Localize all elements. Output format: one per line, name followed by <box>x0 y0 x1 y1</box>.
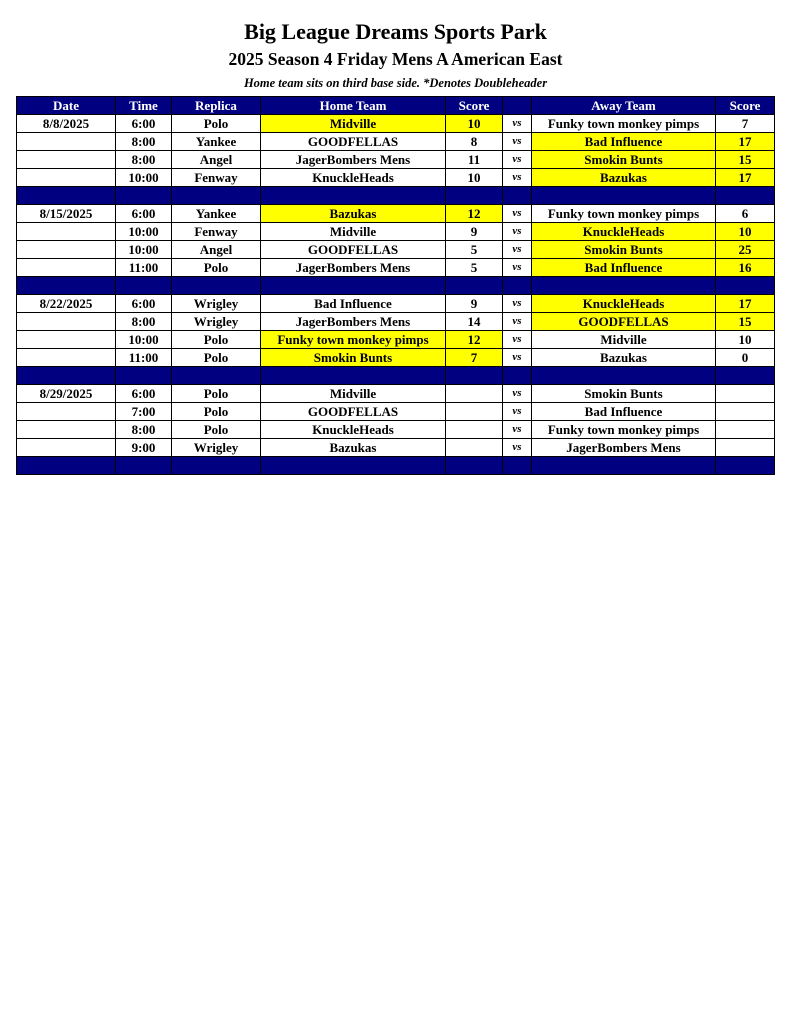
separator-cell <box>261 457 446 475</box>
away-team: Smokin Bunts <box>532 385 716 403</box>
game-time: 6:00 <box>116 385 172 403</box>
game-time: 8:00 <box>116 421 172 439</box>
game-date <box>17 403 116 421</box>
home-team: Smokin Bunts <box>261 349 446 367</box>
away-score: 0 <box>716 349 775 367</box>
game-date <box>17 349 116 367</box>
game-row <box>17 169 775 187</box>
game-row <box>17 385 775 403</box>
home-team: KnuckleHeads <box>261 169 446 187</box>
away-score <box>716 439 775 457</box>
home-team: Midville <box>261 115 446 133</box>
home-team: JagerBombers Mens <box>261 313 446 331</box>
home-team: GOODFELLAS <box>261 133 446 151</box>
game-replica: Polo <box>172 385 261 403</box>
game-time: 8:00 <box>116 151 172 169</box>
away-team: Bazukas <box>532 169 716 187</box>
away-team: Bazukas <box>532 349 716 367</box>
home-team: Midville <box>261 223 446 241</box>
away-team: Bad Influence <box>532 403 716 421</box>
game-date <box>17 133 116 151</box>
vs-label: vs <box>503 295 532 313</box>
game-time: 6:00 <box>116 295 172 313</box>
game-replica: Fenway <box>172 169 261 187</box>
away-team: Bad Influence <box>532 133 716 151</box>
column-header-home-team: Home Team <box>261 97 446 115</box>
game-date <box>17 169 116 187</box>
away-score: 6 <box>716 205 775 223</box>
away-team: JagerBombers Mens <box>532 439 716 457</box>
schedule-body <box>17 115 775 475</box>
game-date: 8/15/2025 <box>17 205 116 223</box>
column-header-home-score: Score <box>446 97 503 115</box>
game-replica: Yankee <box>172 205 261 223</box>
away-score <box>716 403 775 421</box>
away-team: Midville <box>532 331 716 349</box>
home-score: 11 <box>446 151 503 169</box>
vs-label: vs <box>503 241 532 259</box>
separator-cell <box>532 187 716 205</box>
game-replica: Fenway <box>172 223 261 241</box>
game-date <box>17 439 116 457</box>
separator-cell <box>172 187 261 205</box>
home-team: Bazukas <box>261 205 446 223</box>
home-score: 8 <box>446 133 503 151</box>
home-score: 5 <box>446 241 503 259</box>
game-row <box>17 331 775 349</box>
vs-label: vs <box>503 385 532 403</box>
vs-label: vs <box>503 223 532 241</box>
week-separator-row <box>17 277 775 295</box>
away-score: 17 <box>716 295 775 313</box>
header-row <box>17 97 775 115</box>
game-replica: Wrigley <box>172 295 261 313</box>
week-separator-row <box>17 457 775 475</box>
away-team: GOODFELLAS <box>532 313 716 331</box>
home-score <box>446 403 503 421</box>
game-date <box>17 151 116 169</box>
away-team: Bad Influence <box>532 259 716 277</box>
game-replica: Polo <box>172 349 261 367</box>
separator-cell <box>503 277 532 295</box>
away-score: 7 <box>716 115 775 133</box>
away-team: Funky town monkey pimps <box>532 421 716 439</box>
separator-cell <box>446 457 503 475</box>
game-time: 10:00 <box>116 169 172 187</box>
separator-cell <box>17 457 116 475</box>
separator-cell <box>172 277 261 295</box>
column-header-away-score: Score <box>716 97 775 115</box>
away-score: 15 <box>716 313 775 331</box>
home-score: 12 <box>446 331 503 349</box>
game-date: 8/29/2025 <box>17 385 116 403</box>
separator-cell <box>716 187 775 205</box>
separator-cell <box>116 367 172 385</box>
week-separator-row <box>17 367 775 385</box>
separator-cell <box>261 277 446 295</box>
home-team: JagerBombers Mens <box>261 151 446 169</box>
home-score: 7 <box>446 349 503 367</box>
vs-label: vs <box>503 403 532 421</box>
game-row <box>17 241 775 259</box>
away-score: 17 <box>716 133 775 151</box>
home-team-note: Home team sits on third base side. *Denotes Doubleheader <box>243 76 548 90</box>
separator-cell <box>261 187 446 205</box>
game-replica: Polo <box>172 115 261 133</box>
separator-cell <box>503 367 532 385</box>
game-row <box>17 313 775 331</box>
game-replica: Yankee <box>172 133 261 151</box>
vs-label: vs <box>503 313 532 331</box>
week-separator-row <box>17 187 775 205</box>
away-score <box>716 385 775 403</box>
home-score: 9 <box>446 295 503 313</box>
game-row <box>17 223 775 241</box>
game-time: 8:00 <box>116 133 172 151</box>
game-row <box>17 295 775 313</box>
game-replica: Angel <box>172 151 261 169</box>
separator-cell <box>116 457 172 475</box>
away-score: 25 <box>716 241 775 259</box>
game-row <box>17 115 775 133</box>
separator-cell <box>446 187 503 205</box>
game-row <box>17 439 775 457</box>
vs-label: vs <box>503 439 532 457</box>
game-row <box>17 133 775 151</box>
away-score: 15 <box>716 151 775 169</box>
separator-cell <box>716 367 775 385</box>
home-team: Bazukas <box>261 439 446 457</box>
column-header-replica: Replica <box>172 97 261 115</box>
game-date <box>17 313 116 331</box>
home-score: 9 <box>446 223 503 241</box>
game-replica: Polo <box>172 259 261 277</box>
column-header-vs <box>503 97 532 115</box>
away-team: KnuckleHeads <box>532 223 716 241</box>
home-score: 14 <box>446 313 503 331</box>
away-score <box>716 421 775 439</box>
game-time: 7:00 <box>116 403 172 421</box>
page-title: Big League Dreams Sports Park <box>244 19 547 44</box>
separator-cell <box>446 277 503 295</box>
separator-cell <box>172 367 261 385</box>
game-replica: Wrigley <box>172 439 261 457</box>
game-row <box>17 151 775 169</box>
away-score: 16 <box>716 259 775 277</box>
game-time: 9:00 <box>116 439 172 457</box>
home-score: 12 <box>446 205 503 223</box>
separator-cell <box>17 367 116 385</box>
separator-cell <box>532 457 716 475</box>
separator-cell <box>716 457 775 475</box>
separator-cell <box>116 277 172 295</box>
home-team: JagerBombers Mens <box>261 259 446 277</box>
column-header-date: Date <box>17 97 116 115</box>
vs-label: vs <box>503 331 532 349</box>
home-team: GOODFELLAS <box>261 241 446 259</box>
home-team: KnuckleHeads <box>261 421 446 439</box>
game-date <box>17 223 116 241</box>
vs-label: vs <box>503 205 532 223</box>
home-team: Midville <box>261 385 446 403</box>
away-team: Funky town monkey pimps <box>532 205 716 223</box>
game-time: 6:00 <box>116 205 172 223</box>
column-header-time: Time <box>116 97 172 115</box>
away-score: 10 <box>716 331 775 349</box>
away-score: 10 <box>716 223 775 241</box>
home-team: GOODFELLAS <box>261 403 446 421</box>
separator-cell <box>172 457 261 475</box>
page-subtitle: 2025 Season 4 Friday Mens A American East <box>228 49 563 69</box>
game-date <box>17 331 116 349</box>
game-replica: Polo <box>172 331 261 349</box>
game-date: 8/8/2025 <box>17 115 116 133</box>
home-team: Funky town monkey pimps <box>261 331 446 349</box>
game-time: 8:00 <box>116 313 172 331</box>
game-replica: Angel <box>172 241 261 259</box>
game-row <box>17 205 775 223</box>
home-score <box>446 421 503 439</box>
separator-cell <box>17 187 116 205</box>
vs-label: vs <box>503 169 532 187</box>
away-team: Smokin Bunts <box>532 241 716 259</box>
home-score: 5 <box>446 259 503 277</box>
separator-cell <box>446 367 503 385</box>
vs-label: vs <box>503 151 532 169</box>
vs-label: vs <box>503 421 532 439</box>
game-date: 8/22/2025 <box>17 295 116 313</box>
separator-cell <box>17 277 116 295</box>
game-row <box>17 349 775 367</box>
schedule-table <box>16 96 775 475</box>
separator-cell <box>532 367 716 385</box>
game-replica: Wrigley <box>172 313 261 331</box>
vs-label: vs <box>503 133 532 151</box>
game-time: 10:00 <box>116 241 172 259</box>
game-row <box>17 403 775 421</box>
column-header-away-team: Away Team <box>532 97 716 115</box>
home-score: 10 <box>446 169 503 187</box>
game-row <box>17 421 775 439</box>
game-time: 10:00 <box>116 331 172 349</box>
away-team: KnuckleHeads <box>532 295 716 313</box>
game-date <box>17 259 116 277</box>
home-score <box>446 385 503 403</box>
home-score: 10 <box>446 115 503 133</box>
separator-cell <box>532 277 716 295</box>
vs-label: vs <box>503 259 532 277</box>
vs-label: vs <box>503 115 532 133</box>
game-date <box>17 421 116 439</box>
game-time: 11:00 <box>116 349 172 367</box>
away-team: Smokin Bunts <box>532 151 716 169</box>
game-replica: Polo <box>172 421 261 439</box>
game-row <box>17 259 775 277</box>
away-score: 17 <box>716 169 775 187</box>
game-date <box>17 241 116 259</box>
separator-cell <box>503 187 532 205</box>
game-time: 6:00 <box>116 115 172 133</box>
vs-label: vs <box>503 349 532 367</box>
game-replica: Polo <box>172 403 261 421</box>
home-score <box>446 439 503 457</box>
away-team: Funky town monkey pimps <box>532 115 716 133</box>
game-time: 10:00 <box>116 223 172 241</box>
game-time: 11:00 <box>116 259 172 277</box>
separator-cell <box>503 457 532 475</box>
separator-cell <box>716 277 775 295</box>
separator-cell <box>116 187 172 205</box>
home-team: Bad Influence <box>261 295 446 313</box>
separator-cell <box>261 367 446 385</box>
